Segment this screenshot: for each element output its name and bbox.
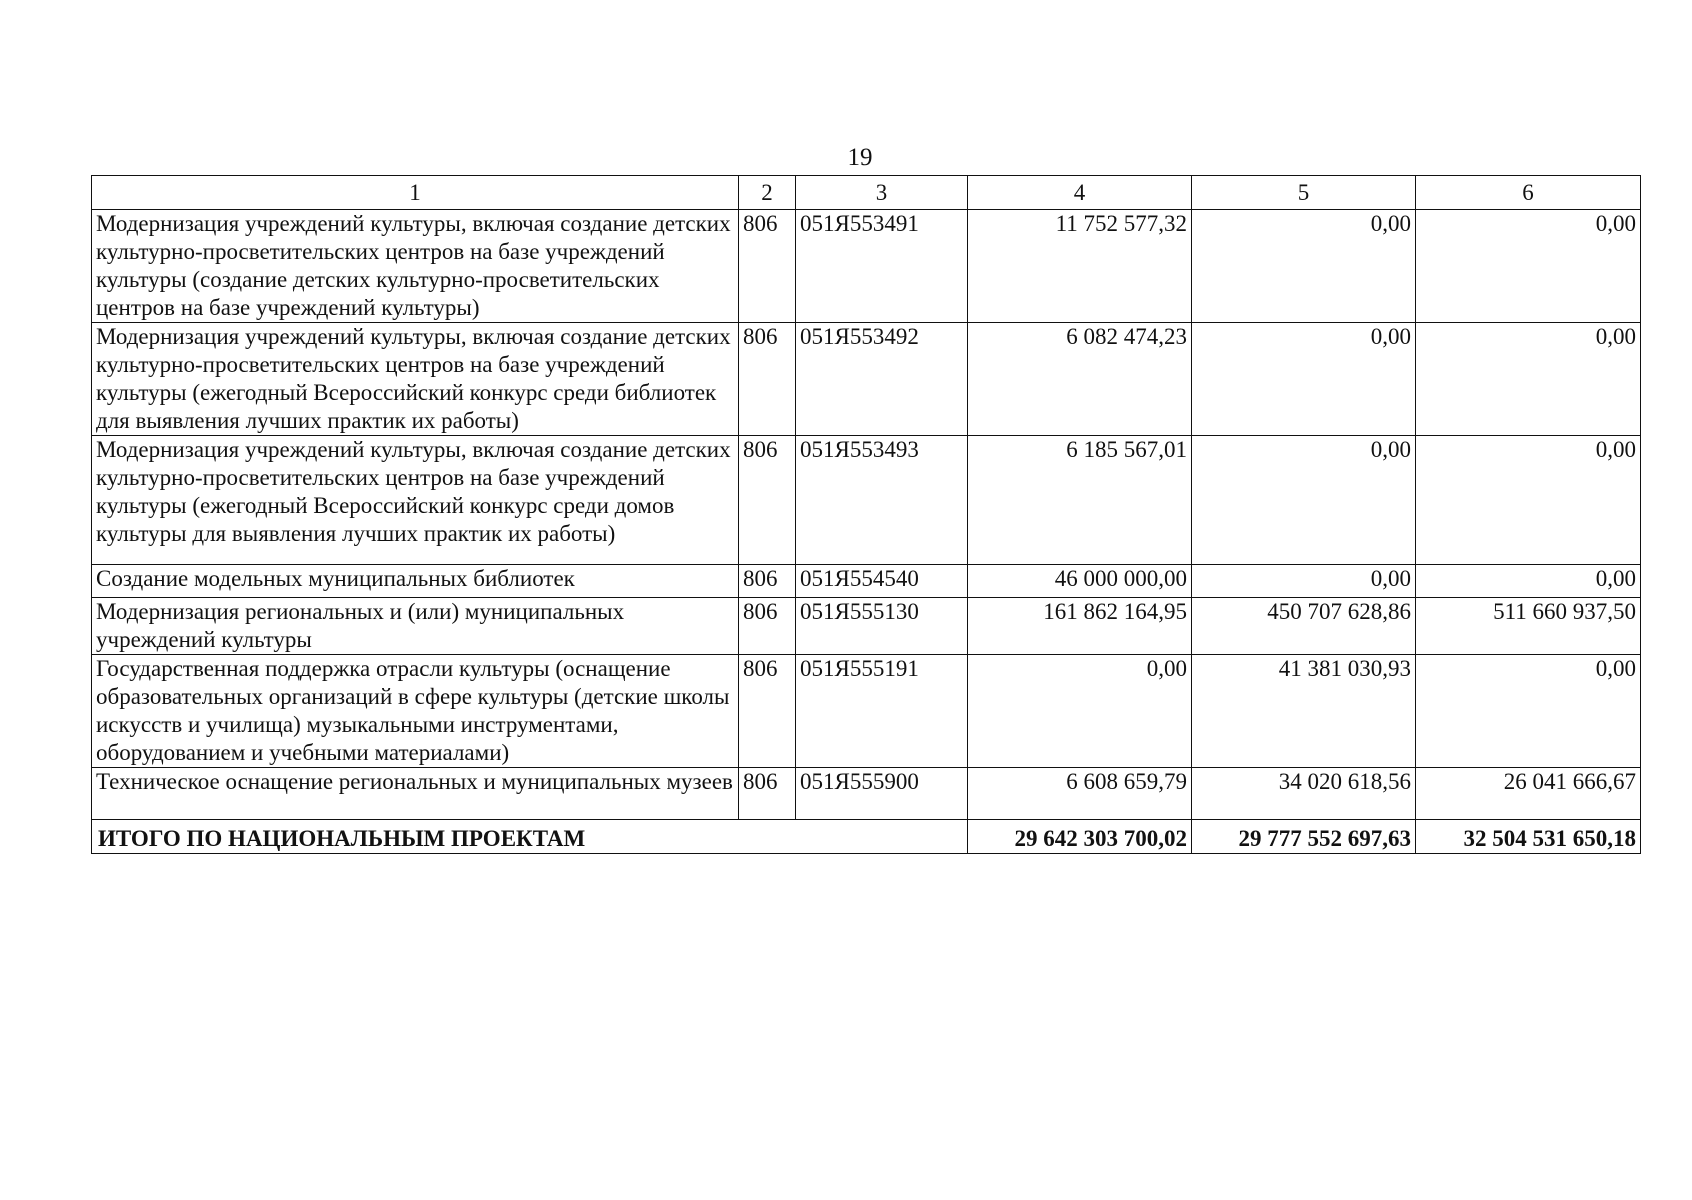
row-code: 806 (739, 598, 796, 655)
row-name: Техническое оснащение региональных и муниципальных музеев (92, 768, 739, 820)
table-row (92, 210, 1641, 323)
table-row (92, 598, 1641, 655)
column-header: 6 (1416, 176, 1641, 210)
column-header: 5 (1192, 176, 1416, 210)
row-target-article: 051Я555900 (796, 768, 968, 820)
row-sum-col6: 0,00 (1416, 210, 1641, 323)
row-code: 806 (739, 436, 796, 565)
row-sum-col4: 11 752 577,32 (968, 210, 1192, 323)
row-name: Модернизация учреждений культуры, включая создание детских культурно-просветительских центров на базе учреждений культуры (создание детских культурно-просветительских центров на базе учреждений культуры) (92, 210, 739, 323)
row-name: Государственная поддержка отрасли культуры (оснащение образовательных организаций в сфере культуры (детские школы искусств и училища) музыкальными инструментами, оборудованием и учебными материалами) (92, 655, 739, 768)
row-sum-col6: 0,00 (1416, 436, 1641, 565)
row-target-article: 051Я555191 (796, 655, 968, 768)
row-sum-col4: 6 082 474,23 (968, 323, 1192, 436)
row-code: 806 (739, 655, 796, 768)
row-sum-col4: 46 000 000,00 (968, 565, 1192, 598)
row-name: Создание модельных муниципальных библиотек (92, 565, 739, 598)
row-code: 806 (739, 323, 796, 436)
table-row (92, 565, 1641, 598)
row-sum-col4: 6 608 659,79 (968, 768, 1192, 820)
table-row (92, 768, 1641, 820)
row-name: Модернизация учреждений культуры, включая создание детских культурно-просветительских центров на базе учреждений культуры (ежегодный Всероссийский конкурс среди домов культуры для выявления лучших практик их работы) (92, 436, 739, 565)
page-number: 19 (847, 144, 873, 171)
column-header: 3 (796, 176, 968, 210)
table-row (92, 436, 1641, 565)
total-label: ИТОГО ПО НАЦИОНАЛЬНЫМ ПРОЕКТАМ (92, 820, 968, 854)
row-name: Модернизация региональных и (или) муниципальных учреждений культуры (92, 598, 739, 655)
row-target-article: 051Я553492 (796, 323, 968, 436)
row-code: 806 (739, 768, 796, 820)
row-code: 806 (739, 565, 796, 598)
total-row (92, 820, 1641, 854)
table-row (92, 323, 1641, 436)
row-sum-col5: 41 381 030,93 (1192, 655, 1416, 768)
row-sum-col6: 511 660 937,50 (1416, 598, 1641, 655)
row-sum-col5: 0,00 (1192, 565, 1416, 598)
table-row (92, 655, 1641, 768)
row-target-article: 051Я554540 (796, 565, 968, 598)
row-target-article: 051Я553491 (796, 210, 968, 323)
row-sum-col6: 0,00 (1416, 655, 1641, 768)
row-sum-col4: 6 185 567,01 (968, 436, 1192, 565)
column-header: 1 (92, 176, 739, 210)
row-sum-col5: 0,00 (1192, 436, 1416, 565)
row-sum-col4: 161 862 164,95 (968, 598, 1192, 655)
column-header: 4 (968, 176, 1192, 210)
row-sum-col6: 0,00 (1416, 565, 1641, 598)
row-code: 806 (739, 210, 796, 323)
row-sum-col5: 0,00 (1192, 323, 1416, 436)
total-sum-col5: 29 777 552 697,63 (1192, 820, 1416, 854)
column-header-row (92, 176, 1641, 210)
row-sum-col6: 26 041 666,67 (1416, 768, 1641, 820)
row-sum-col6: 0,00 (1416, 323, 1641, 436)
row-target-article: 051Я555130 (796, 598, 968, 655)
total-sum-col6: 32 504 531 650,18 (1416, 820, 1641, 854)
row-sum-col4: 0,00 (968, 655, 1192, 768)
total-sum-col4: 29 642 303 700,02 (968, 820, 1192, 854)
column-header: 2 (739, 176, 796, 210)
row-sum-col5: 450 707 628,86 (1192, 598, 1416, 655)
row-target-article: 051Я553493 (796, 436, 968, 565)
budget-table (91, 175, 1641, 854)
row-sum-col5: 0,00 (1192, 210, 1416, 323)
row-sum-col5: 34 020 618,56 (1192, 768, 1416, 820)
row-name: Модернизация учреждений культуры, включая создание детских культурно-просветительских центров на базе учреждений культуры (ежегодный Всероссийский конкурс среди библиотек для выявления лучших практик их работы) (92, 323, 739, 436)
